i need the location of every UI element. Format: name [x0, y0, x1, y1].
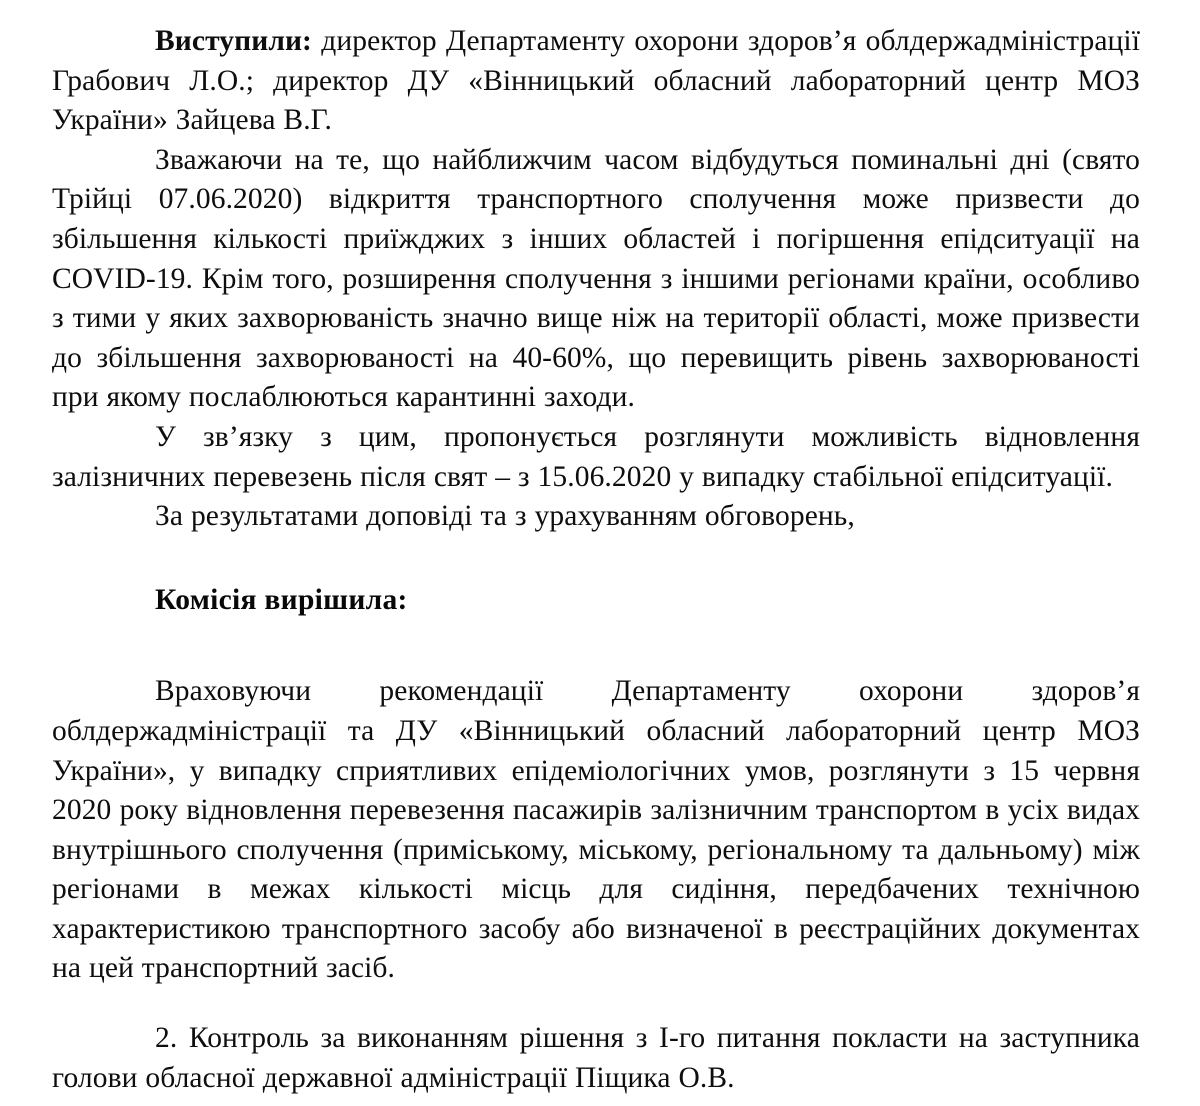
paragraph-considering: Зважаючи на те, що найближчим часом відбудуться поминальні дні (свято Трійці 07.06.2020) відкриття транспортного сполучення може призвести до збільшення кількості приїжджих з інших областей і погіршення епідситуації на COVID-19. Крім того, розширення сполучення з іншими регіонами країни, особливо з тими у яких захворюваність значно вище ніж на території області, може призвести до збільшення захворюваності на 40-60%, що перевищить рівень захворюваності при якому послаблюються карантинні заходи.	[52, 143, 1140, 414]
spacer-after-heading	[52, 620, 1140, 672]
paragraph-speakers	[52, 22, 1140, 141]
paragraph-item-two: 2. Контроль за виконанням рішення з І-го питання покласти на заступника голови обласної державної адміністрації Піщика О.В.	[52, 1022, 1140, 1094]
document-text-body	[52, 22, 1140, 1098]
paragraph-results: За результатами доповіді та з урахуванням обговорень,	[155, 500, 855, 533]
speakers-label: Виступили:	[155, 25, 312, 57]
spacer-before-item-two	[52, 989, 1140, 1019]
spacer-before-heading	[52, 537, 1140, 581]
speakers-text: директор Департаменту охорони здоров’я облдержадміністрації Грабович Л.О.; директор ДУ «Вінницький обласний лабораторний центр МОЗ України» Зайцева В.Г.	[52, 25, 1140, 137]
paragraph-decision-body: Враховуючи рекомендації Департаменту охорони здоров’я облдержадміністрації та ДУ «Вінницький обласний лабораторний центр МОЗ України», у випадку сприятливих епідеміологічних умов, розглянути з 15 червня 2020 року відновлення перевезення пасажирів залізничним транспортом в усіх видах внутрішнього сполучення (приміському, міському, регіональному та дальньому) між регіонами в межах кількості місць для сидіння, передбачених технічною характеристикою транспортного засобу або визначеної в реєстраційних документах на цей транспортний засіб.	[52, 675, 1140, 985]
paragraph-proposal: У зв’язку з цим, пропонується розглянути можливість відновлення залізничних перевезень після свят – з 15.06.2020 у випадку стабільної епідситуації.	[52, 420, 1140, 493]
decision-heading: Комісія вирішила:	[155, 583, 408, 616]
